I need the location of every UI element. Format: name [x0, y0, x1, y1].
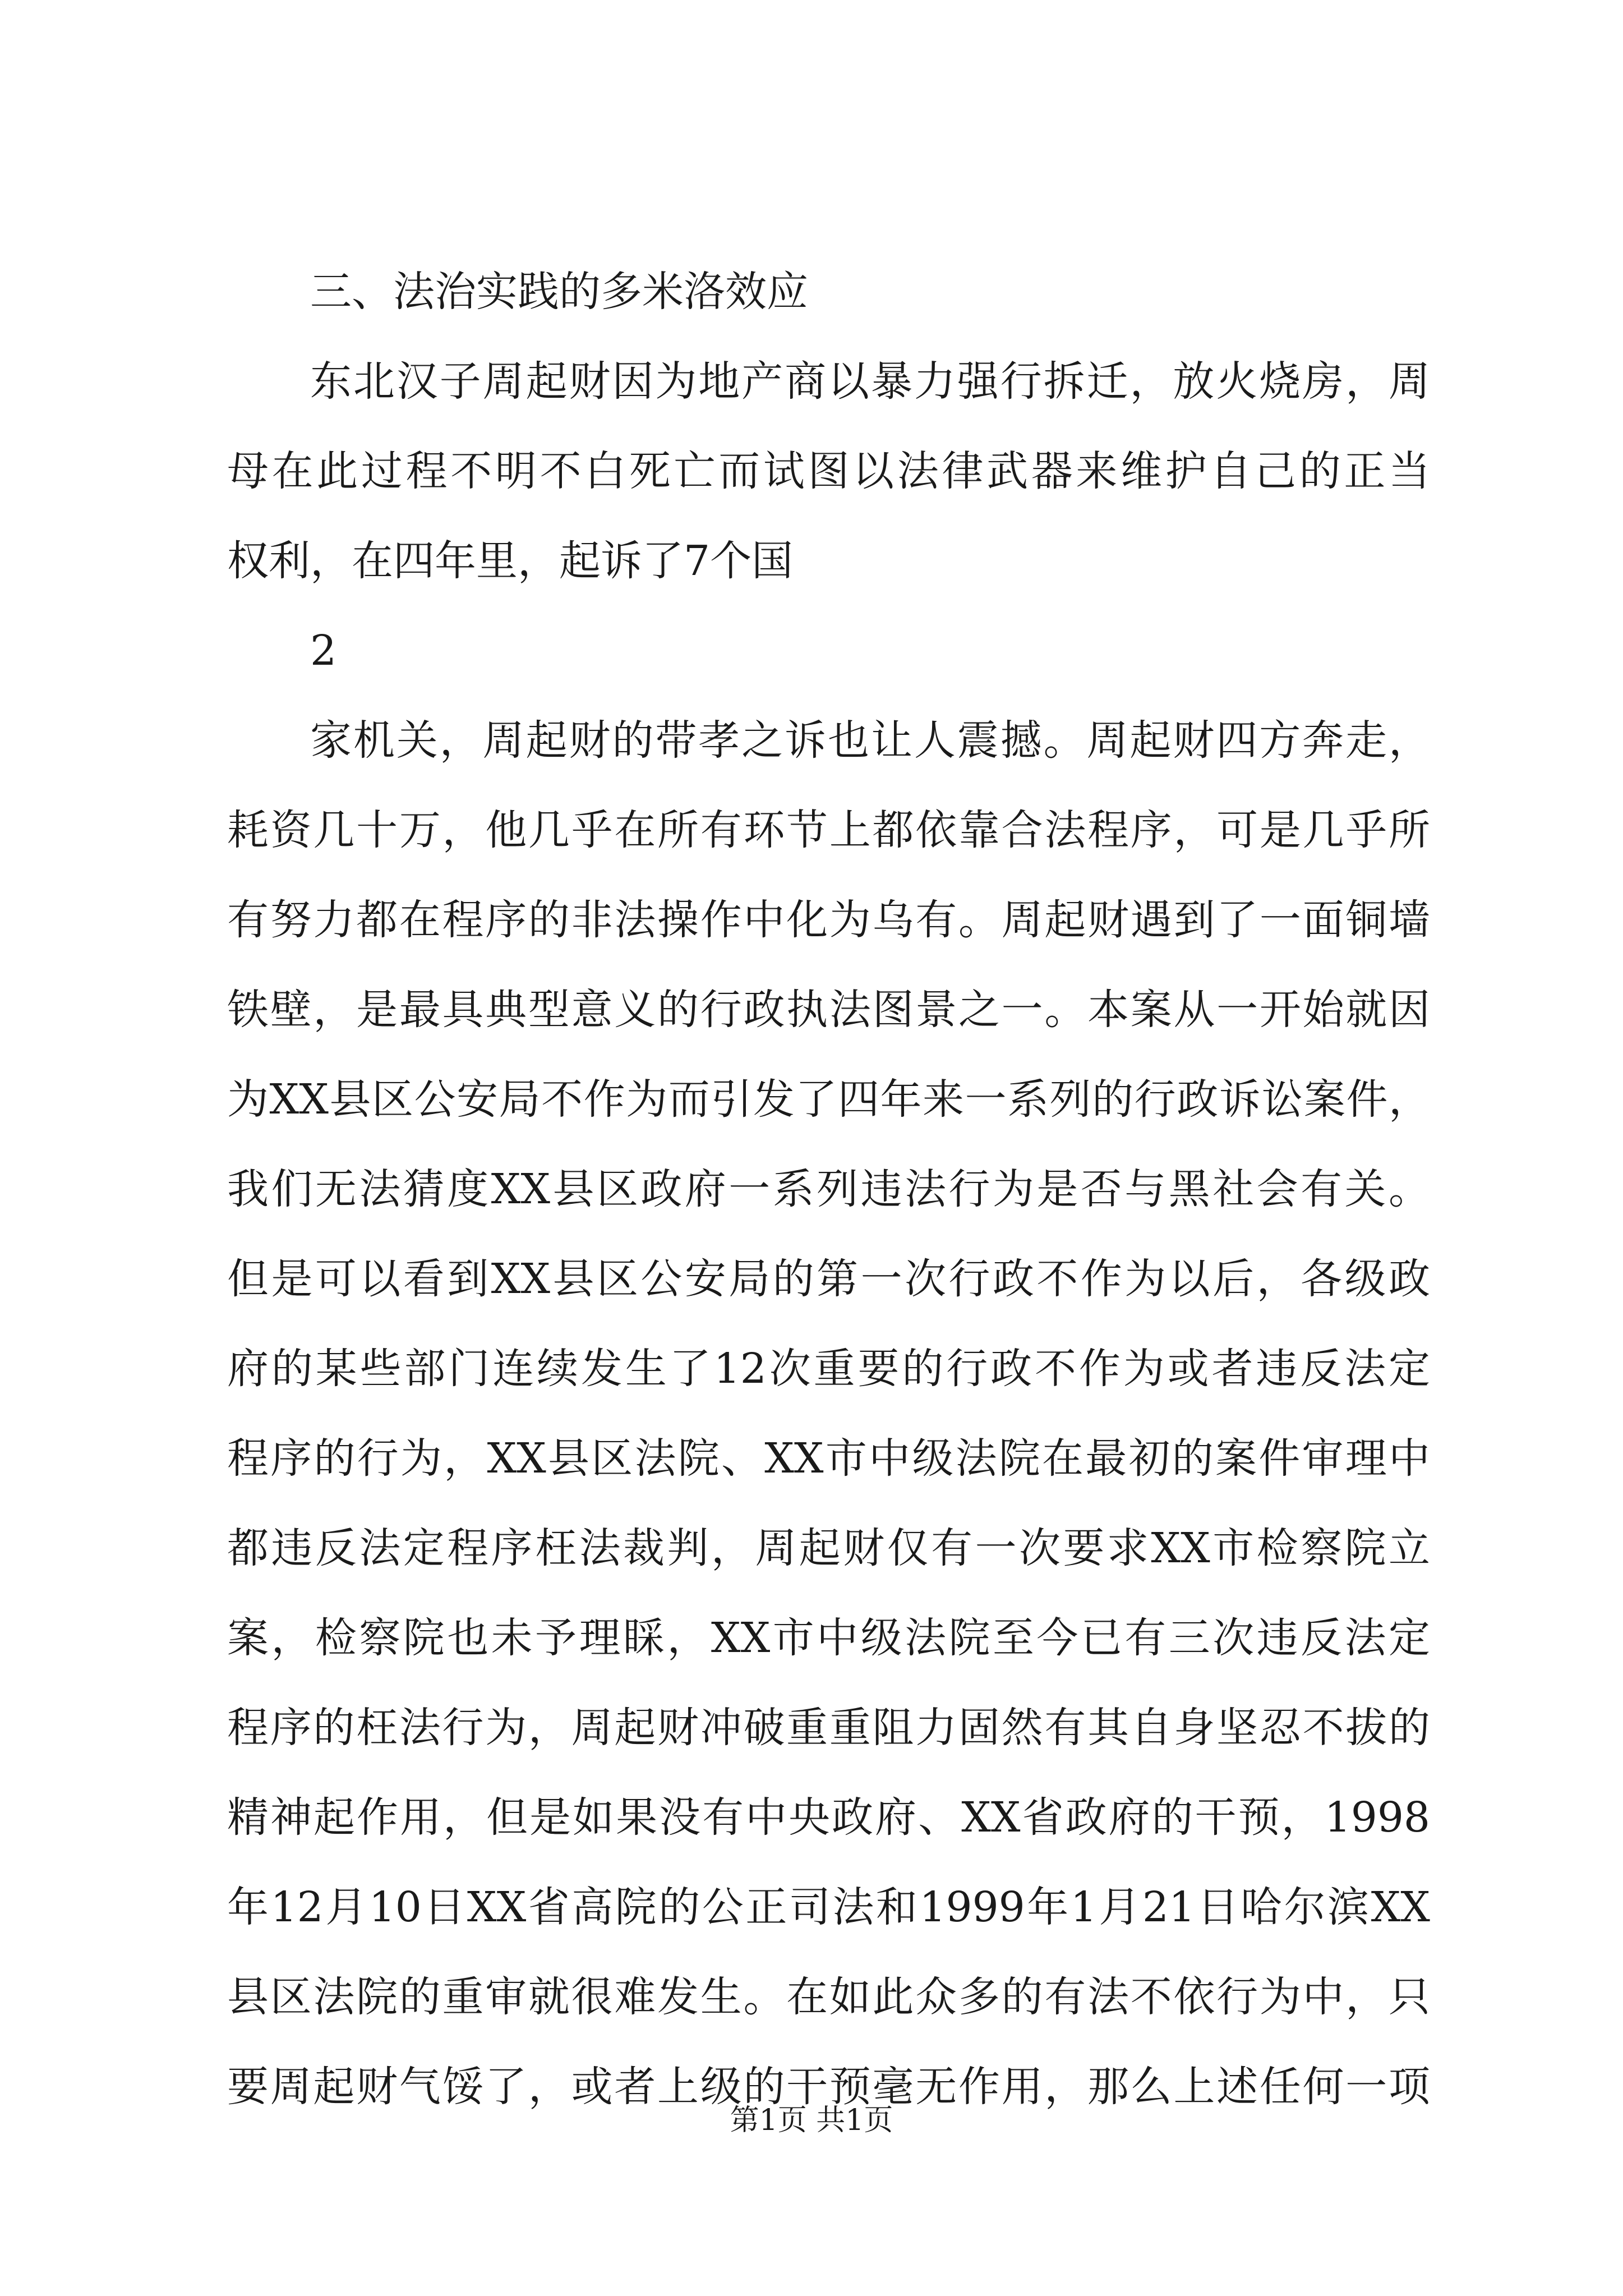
section-heading: 三、法治实践的多米洛效应: [310, 268, 808, 316]
paragraph-line: 权利，在四年里，起诉了7个国: [227, 537, 794, 585]
paragraph-line: 有努力都在程序的非法操作中化为乌有。周起财遇到了一面铜墙: [227, 896, 1430, 944]
paragraph-line: 母在此过程不明不白死亡而试图以法律武器来维护自己的正当: [227, 447, 1430, 495]
paragraph-1: [227, 337, 1430, 606]
paragraph-line: 要周起财气馁了，或者上级的干预毫无作用，那么上述任何一项: [227, 2063, 1430, 2111]
paragraph-line: 府的某些部门连续发生了12次重要的行政不作为或者违反法定: [227, 1345, 1430, 1393]
page-footer: [0, 2101, 1623, 2140]
paragraph-line: 案，检察院也未予理睬，XX市中级法院至今已有三次违反法定: [227, 1614, 1430, 1662]
paragraph-line: 东北汉子周起财因为地产商以暴力强行拆迁，放火烧房，周: [310, 357, 1430, 406]
paragraph-2: [227, 696, 1430, 2132]
paragraph-line: 精神起作用，但是如果没有中央政府、XX省政府的干预，1998: [227, 1793, 1430, 1842]
paragraph-line: 耗资几十万，他几乎在所有环节上都依靠合法程序，可是几乎所: [227, 806, 1430, 854]
page-number-label: 第1页 共1页: [730, 2104, 893, 2137]
document-body: [227, 247, 1430, 2132]
paragraph-line: 程序的行为，XX县区法院、XX市中级法院在最初的案件审理中: [227, 1434, 1430, 1483]
paragraph-line: 为XX县区公安局不作为而引发了四年来一系列的行政诉讼案件，: [227, 1075, 1430, 1124]
paragraph-line: 家机关，周起财的带孝之诉也让人震撼。周起财四方奔走，: [310, 716, 1430, 765]
paragraph-line: 都违反法定程序枉法裁判，周起财仅有一次要求XX市检察院立: [227, 1524, 1430, 1572]
paragraph-line: 程序的枉法行为，周起财冲破重重阻力固然有其自身坚忍不拔的: [227, 1704, 1430, 1752]
paragraph-line: 但是可以看到XX县区公安局的第一次行政不作为以后，各级政: [227, 1255, 1430, 1303]
paragraph-line: 铁壁，是最具典型意义的行政执法图景之一。本案从一开始就因: [227, 986, 1430, 1034]
paragraph-line: 县区法院的重审就很难发生。在如此众多的有法不依行为中，只: [227, 1973, 1430, 2021]
paragraph-line: 年12月10日XX省高院的公正司法和1999年1月21日哈尔滨XX: [227, 1883, 1430, 1931]
page-marker: 2: [310, 627, 337, 675]
paragraph-line: 我们无法猜度XX县区政府一系列违法行为是否与黑社会有关。: [227, 1165, 1430, 1213]
